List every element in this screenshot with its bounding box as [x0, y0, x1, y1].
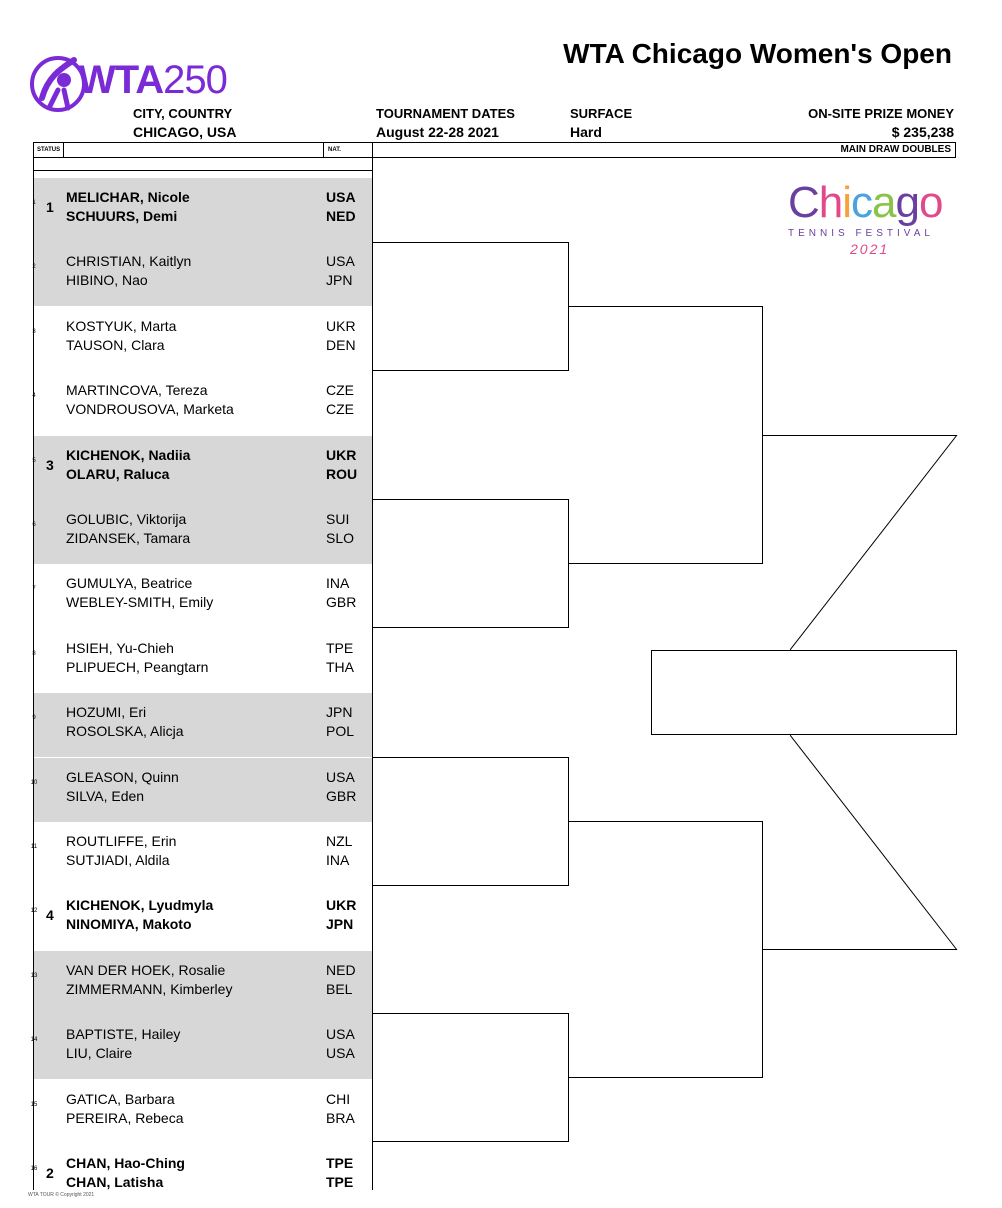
festival-logo-letter: h — [818, 178, 843, 227]
player-two-name: OLARU, Raluca — [66, 465, 170, 482]
draw-position: 6 — [32, 522, 36, 528]
draw-position: 4 — [32, 393, 36, 400]
player-one-nat: USA — [326, 1026, 355, 1043]
player-one-nat: INA — [326, 575, 350, 592]
city-label: CITY, COUNTRY — [133, 106, 233, 121]
player-one-name: KOSTYUK, Marta — [66, 317, 177, 334]
dates-label: TOURNAMENT DATES — [376, 106, 515, 121]
draw-position: 9 — [32, 715, 36, 722]
nat-col-label: NAT. — [328, 147, 341, 153]
player-one-name: MELICHAR, Nicole — [66, 189, 190, 205]
player-one-name: VAN DER HOEK, Rosalie — [66, 961, 226, 978]
player-two-name: ROSOLSKA, Alicja — [66, 723, 184, 740]
festival-logo-letter: o — [919, 178, 943, 227]
player-one-name: MARTINCOVA, Tereza — [66, 382, 208, 399]
festival-logo-letter: i — [842, 178, 852, 227]
seed-number: 1 — [46, 199, 54, 215]
festival-logo-letter: C — [788, 178, 819, 227]
draw-position: 14 — [30, 1037, 38, 1044]
player-one-nat: USA — [326, 253, 355, 270]
draw-border-top — [33, 170, 373, 171]
player-two-nat: POL — [326, 723, 355, 740]
city-value: CHICAGO, USA — [133, 124, 237, 140]
player-one-name: BAPTISTE, Hailey — [66, 1026, 181, 1043]
player-two-name: ZIDANSEK, Tamara — [66, 530, 191, 546]
player-one-name: GUMULYA, Beatrice — [66, 575, 193, 592]
player-two-nat: JPN — [326, 272, 353, 289]
draw-entry — [34, 436, 372, 500]
surface-label: SURFACE — [570, 106, 633, 121]
player-two-name: VONDROUSOVA, Marketa — [66, 401, 234, 418]
draw-entry — [34, 564, 372, 628]
player-one-name: ROUTLIFFE, Erin — [66, 833, 177, 849]
draw-entry — [34, 371, 372, 435]
draw-entry — [34, 242, 372, 306]
player-one-nat: JPN — [326, 704, 353, 721]
player-one-nat: USA — [326, 189, 356, 205]
draw-position: 3 — [32, 328, 36, 335]
player-two-name: LIU, Claire — [66, 1045, 133, 1062]
player-two-nat: DEN — [326, 336, 356, 353]
draw-position: 12 — [30, 908, 38, 915]
draw-entry — [30, 1144, 372, 1208]
player-two-nat: NED — [326, 208, 356, 224]
draw-entry — [34, 629, 372, 693]
draw-position: 16 — [30, 1166, 38, 1172]
player-two-name: SUTJIADI, Aldila — [66, 852, 170, 868]
festival-logo-subtitle: TENNIS FESTIVAL — [788, 228, 934, 239]
logo-tier: 250 — [163, 58, 227, 102]
player-one-name: GLEASON, Quinn — [66, 768, 179, 785]
player-two-name: PLIPUECH, Peangtarn — [66, 658, 209, 675]
player-one-nat: CZE — [326, 382, 354, 399]
seed-number: 4 — [46, 907, 54, 924]
draw-position: 7 — [32, 586, 36, 593]
draw-entry — [30, 951, 372, 1015]
player-one-nat: CHI — [326, 1090, 351, 1107]
player-one-nat: UKR — [326, 897, 357, 914]
player-one-nat: SUI — [326, 511, 350, 527]
player-two-name: NINOMIYA, Makoto — [66, 916, 192, 933]
draw-position: 2 — [32, 264, 36, 271]
draw-entry — [34, 500, 372, 564]
draw-position: 1 — [32, 200, 36, 206]
player-one-nat: UKR — [326, 317, 356, 334]
prize-label: ON-SITE PRIZE MONEY — [808, 106, 954, 121]
draw-position: 13 — [30, 972, 38, 979]
player-two-nat: GBR — [326, 787, 357, 804]
draw-position: 5 — [32, 457, 36, 464]
seed-number: 2 — [46, 1165, 54, 1181]
player-two-nat: JPN — [326, 916, 354, 933]
player-one-nat: TPE — [326, 1155, 354, 1171]
player-one-name: GATICA, Barbara — [66, 1090, 175, 1107]
draw-entry — [30, 886, 372, 950]
player-one-nat: TPE — [326, 639, 354, 656]
draw-entry — [30, 1015, 372, 1079]
draw-entry — [34, 178, 372, 242]
festival-logo-word — [788, 178, 943, 228]
festival-logo-letter: g — [895, 178, 920, 227]
festival-logo-letter: a — [872, 178, 896, 227]
player-one-name: HOZUMI, Eri — [66, 704, 147, 721]
player-one-name: CHAN, Hao-Ching — [66, 1155, 185, 1171]
draw-entry — [30, 822, 372, 886]
winner-box — [651, 650, 957, 735]
surface-value: Hard — [570, 124, 602, 140]
player-two-nat: INA — [326, 852, 350, 868]
player-two-nat: THA — [326, 658, 354, 675]
festival-logo-year: 2021 — [850, 241, 890, 257]
player-two-name: CHAN, Latisha — [66, 1174, 164, 1190]
draw-position: 11 — [30, 844, 38, 850]
draw-position: 8 — [32, 650, 36, 657]
seed-number: 3 — [46, 456, 54, 473]
player-two-name: SILVA, Eden — [66, 787, 145, 804]
tournament-title: WTA Chicago Women's Open — [563, 38, 952, 69]
player-one-name: KICHENOK, Nadiia — [66, 446, 191, 463]
logo-brand: WTA — [78, 58, 164, 102]
player-one-nat: UKR — [326, 446, 357, 463]
dates-value: August 22-28 2021 — [376, 124, 499, 140]
player-two-nat: ROU — [326, 465, 358, 482]
chicago-festival-logo — [780, 178, 960, 262]
player-two-name: SCHUURS, Demi — [66, 208, 178, 224]
draw-position: 15 — [30, 1101, 38, 1108]
draw-position: 10 — [30, 779, 38, 786]
player-two-nat: CZE — [326, 401, 354, 418]
draw-entry — [30, 1080, 372, 1144]
prize-value: $ 235,238 — [891, 124, 954, 140]
status-col-label: STATUS — [37, 147, 61, 153]
header-bar — [33, 142, 956, 158]
player-two-nat: BRA — [326, 1109, 355, 1126]
player-two-name: WEBLEY-SMITH, Emily — [66, 594, 214, 611]
player-two-nat: SLO — [326, 530, 355, 546]
draw-entry — [34, 693, 372, 757]
player-two-nat: TPE — [326, 1174, 354, 1190]
draw-entry — [30, 758, 372, 822]
footer-copyright: WTA TOUR © Copyright 2021 — [28, 1192, 95, 1198]
draw-entry — [34, 307, 372, 371]
wta-logo-text — [78, 58, 227, 102]
player-two-name: HIBINO, Nao — [66, 272, 148, 289]
player-one-name: KICHENOK, Lyudmyla — [66, 897, 214, 914]
player-two-nat: USA — [326, 1045, 355, 1062]
player-one-name: HSIEH, Yu-Chieh — [66, 639, 174, 656]
player-one-nat: NED — [326, 961, 356, 978]
player-one-nat: NZL — [326, 833, 353, 849]
player-two-name: TAUSON, Clara — [66, 336, 165, 353]
player-two-nat: BEL — [326, 980, 353, 997]
player-one-name: CHRISTIAN, Kaitlyn — [66, 253, 192, 270]
player-one-name: GOLUBIC, Viktorija — [66, 511, 187, 527]
player-two-name: PEREIRA, Rebeca — [66, 1109, 184, 1126]
player-one-nat: USA — [326, 768, 355, 785]
draw-title: MAIN DRAW DOUBLES — [840, 144, 951, 155]
player-two-name: ZIMMERMANN, Kimberley — [66, 980, 233, 997]
festival-logo-letter: c — [851, 178, 873, 227]
player-two-nat: GBR — [326, 594, 357, 611]
draw-border-right — [372, 158, 373, 1190]
